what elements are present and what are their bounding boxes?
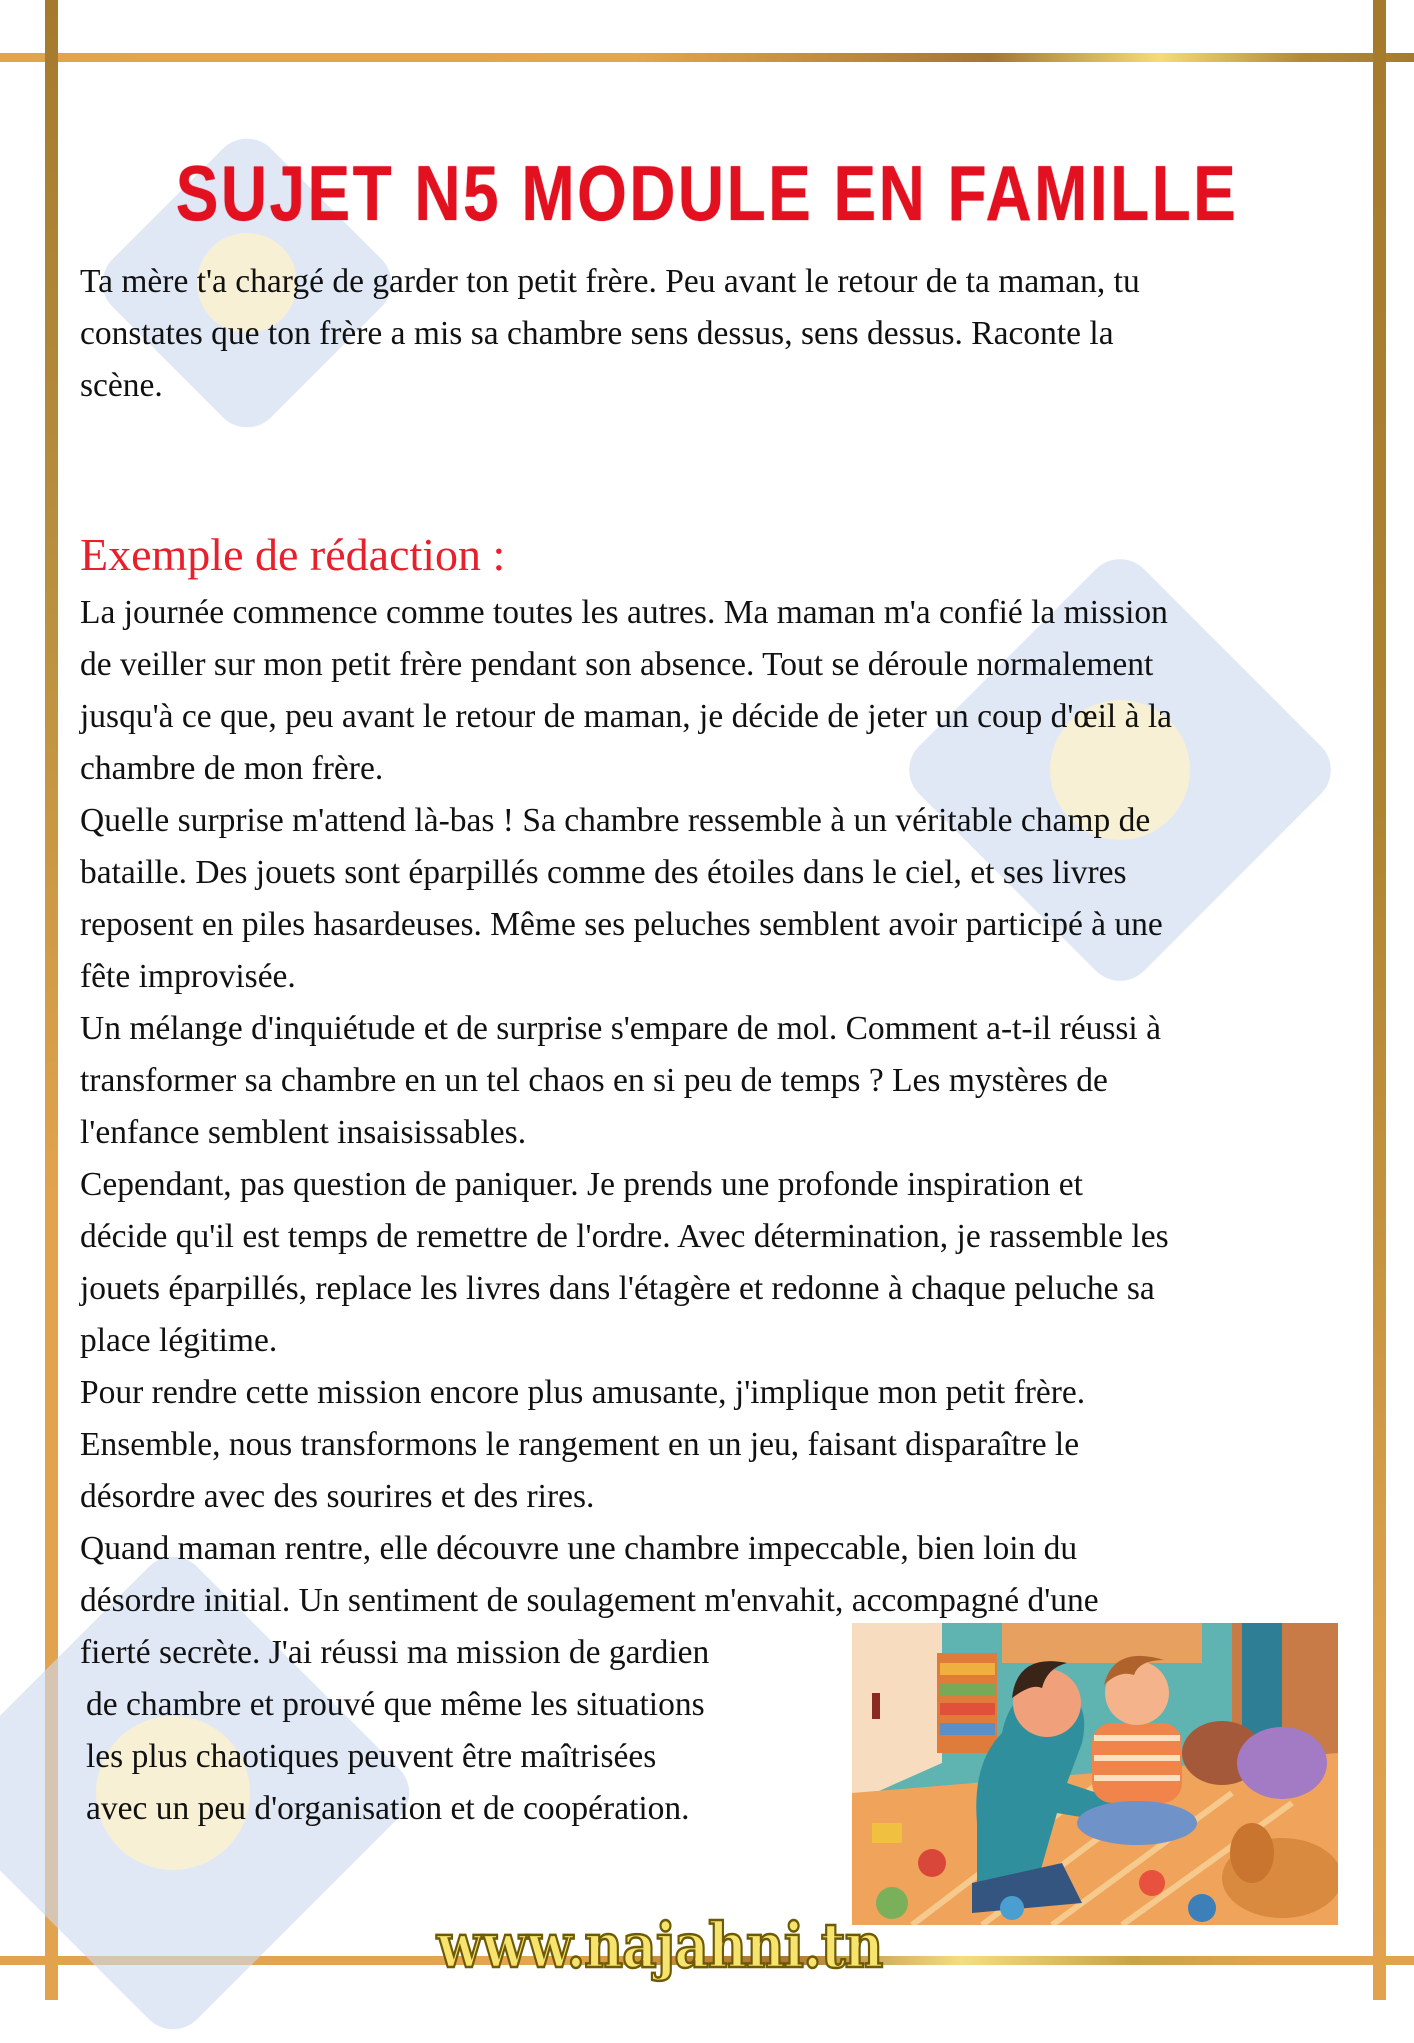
essay-line: chambre de mon frère. (80, 750, 384, 787)
essay-line: désordre avec des sourires et des rires. (80, 1478, 595, 1515)
two-boys-playing-in-messy-room-illustration (852, 1623, 1338, 1925)
frame-line-right (1373, 0, 1386, 2000)
essay-line: reposent en piles hasardeuses. Même ses peluches semblent avoir participé à une (80, 906, 1163, 943)
prompt-line: scène. (80, 367, 163, 404)
essay-line: Cependant, pas question de paniquer. Je prends une profonde inspiration et (80, 1166, 1083, 1203)
essay-line: de chambre et prouvé que même les situations (86, 1686, 705, 1723)
essay-line: Quand maman rentre, elle découvre une chambre impeccable, bien loin du (80, 1530, 1078, 1567)
prompt-line: constates que ton frère a mis sa chambre sens dessus, sens dessus. Raconte la (80, 315, 1114, 352)
essay-line: Pour rendre cette mission encore plus amusante, j'implique mon petit frère. (80, 1374, 1086, 1411)
frame-line-top (0, 53, 1414, 62)
page-title: SUJET N5 MODULE EN FAMILLE (175, 149, 1239, 237)
essay-line: fête improvisée. (80, 958, 296, 995)
footer-website-link[interactable]: www.najahni.tn (436, 1909, 883, 1982)
essay-line: décide qu'il est temps de remettre de l'ordre. Avec détermination, je rassemble les (80, 1218, 1169, 1255)
essay-line: jusqu'à ce que, peu avant le retour de maman, je décide de jeter un coup d'œil à la (80, 698, 1173, 735)
prompt-line: Ta mère t'a chargé de garder ton petit frère. Peu avant le retour de ta maman, tu (80, 263, 1140, 300)
essay-line: désordre initial. Un sentiment de soulagement m'envahit, accompagné d'une (80, 1582, 1099, 1619)
essay-line: fierté secrète. J'ai réussi ma mission de gardien (80, 1634, 710, 1671)
essay-line: Quelle surprise m'attend là-bas ! Sa chambre ressemble à un véritable champ de (80, 802, 1151, 839)
essay-line: de veiller sur mon petit frère pendant son absence. Tout se déroule normalement (80, 646, 1154, 683)
essay-line: avec un peu d'organisation et de coopération. (86, 1790, 690, 1827)
essay-line: Ensemble, nous transformons le rangement en un jeu, faisant disparaître le (80, 1426, 1080, 1463)
essay-line: jouets éparpillés, replace les livres dans l'étagère et redonne à chaque peluche sa (80, 1270, 1155, 1307)
essay-line: l'enfance semblent insaisissables. (80, 1114, 527, 1151)
essay-line: bataille. Des jouets sont éparpillés comme des étoiles dans le ciel, et ses livres (80, 854, 1127, 891)
essay-line: Un mélange d'inquiétude et de surprise s'empare de mol. Comment a-t-il réussi à (80, 1010, 1161, 1047)
essay-line: La journée commence comme toutes les autres. Ma maman m'a confié la mission (80, 594, 1168, 631)
example-heading: Exemple de rédaction : (80, 529, 506, 580)
essay-line: les plus chaotiques peuvent être maîtrisées (86, 1738, 657, 1775)
essay-line: transformer sa chambre en un tel chaos en si peu de temps ? Les mystères de (80, 1062, 1108, 1099)
essay-line: place légitime. (80, 1322, 278, 1359)
